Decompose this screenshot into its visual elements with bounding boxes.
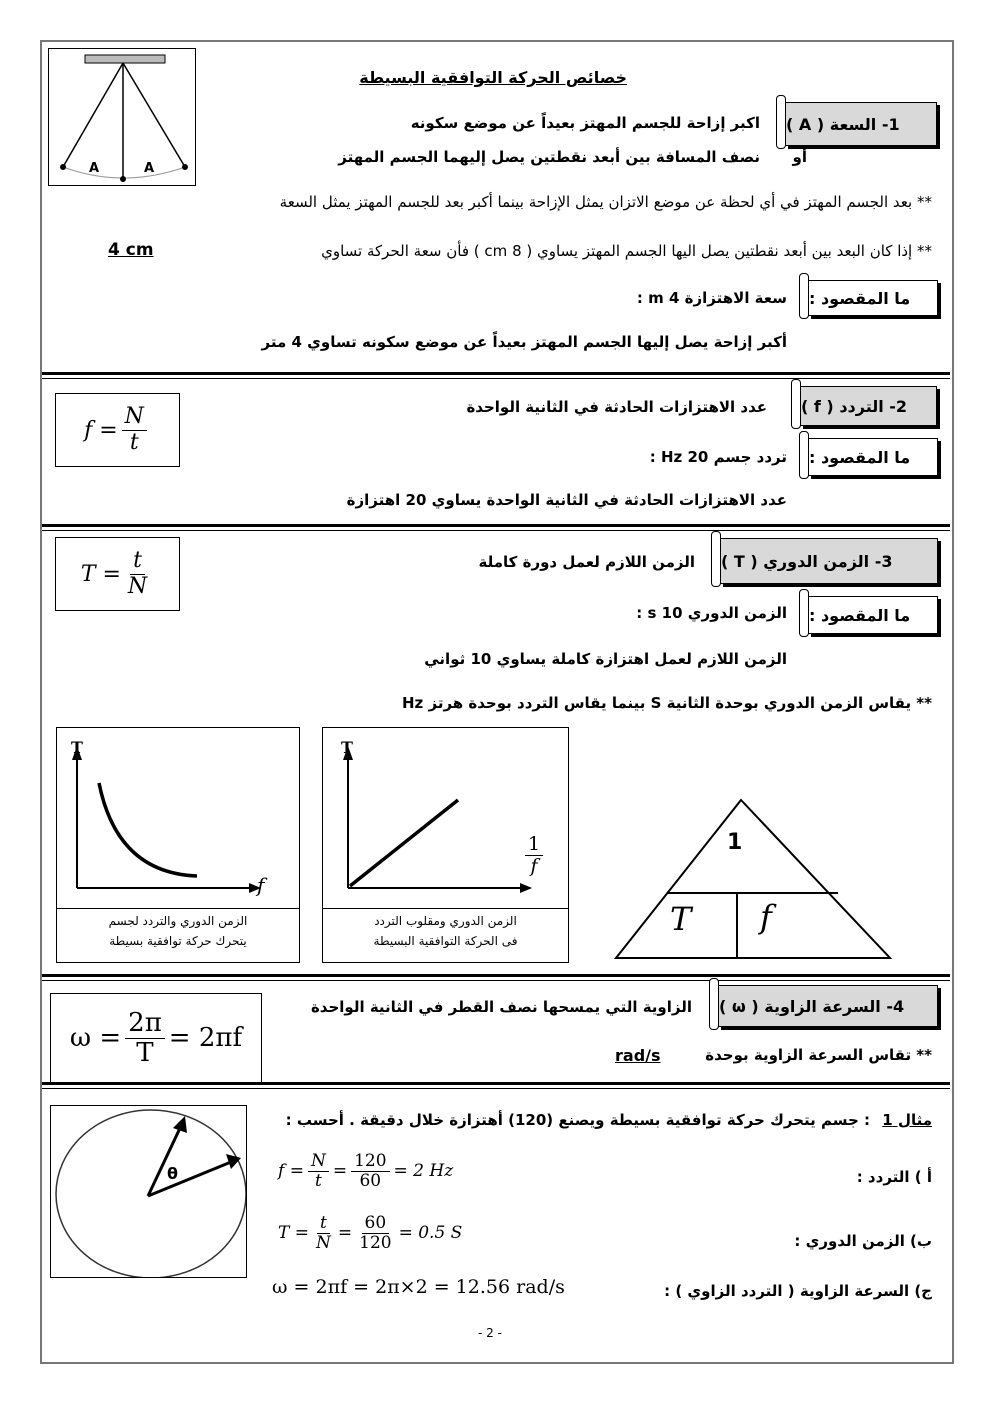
graph2-caption-2: فى الحركة التوافقية البسيطة	[373, 934, 518, 948]
rotation-circle	[51, 1106, 246, 1277]
period-formula-box	[55, 537, 180, 611]
amplitude-definition-2: نصف المسافة بين أبعد نقطتين يصل إليهما الجسم المهتز	[338, 148, 760, 166]
frequency-definition: عدد الاهتزازات الحادثة في الثانية الواحدة	[466, 398, 767, 416]
angular-velocity-definition: الزاوية التي يمسحها نصف القطر في الثانية الواحدة	[310, 998, 692, 1016]
eq-den: 60	[359, 1170, 382, 1191]
angular-velocity-unit-note: ** تقاس السرعة الزاوية بوحدة	[705, 1046, 932, 1064]
formula-lhs: T =	[80, 561, 121, 587]
formula-numerator: N	[122, 405, 147, 430]
formula-rhs: = 2πf	[168, 1023, 243, 1053]
page-number: - 2 -	[478, 1326, 502, 1340]
angular-velocity-label: 4- السرعة الزاوية ( ω )	[718, 985, 938, 1027]
rotation-diagram	[50, 1105, 247, 1278]
eq-num: 120	[351, 1152, 389, 1172]
section-divider	[42, 524, 950, 531]
graph1-x-label: f	[257, 873, 265, 897]
formula-denominator: t	[129, 429, 139, 455]
formula-numerator: t	[130, 549, 145, 574]
example-label: مثال 1	[882, 1111, 932, 1129]
graph-period-vs-inverse-frequency	[322, 727, 569, 963]
pendulum-icon	[49, 49, 195, 185]
part-b-equation: T = $\frac{t}{N}$ = $\frac{60}{120}$ = 0.5 S	[278, 1213, 463, 1253]
meaning-answer-3: الزمن اللازم لعمل اهتزازة كاملة يساوي 10 ثواني	[424, 650, 787, 668]
angular-velocity-unit: rad/s	[615, 1046, 661, 1065]
units-note: ** يقاس الزمن الدوري بوحدة الثانية S بينما يقاس التردد بوحدة هرتز Hz	[401, 694, 932, 712]
eq-lhs: f =	[278, 1161, 304, 1182]
formula-lhs: f =	[84, 417, 118, 443]
amplitude-label-left: A	[89, 161, 100, 176]
section-divider	[42, 1082, 950, 1089]
meaning-label-1: ما المقصود :	[808, 280, 938, 316]
example-text: : جسم يتحرك حركة توافقية بسيطة ويصنع (120) أهتزازة خلال دقيقة . أحسب :	[285, 1111, 870, 1129]
meaning-answer-2: عدد الاهتزازات الحادثة في الثانية الواحدة يساوي 20 اهتزازة	[346, 491, 787, 509]
page-title: خصائص الحركة التوافقية البسيطة	[359, 68, 627, 87]
frequency-label: 2- التردد ( f )	[800, 386, 937, 426]
eq-rhs: = 2 Hz	[393, 1161, 454, 1182]
meaning-label-2: ما المقصود :	[808, 438, 938, 476]
meaning-question-2: تردد جسم 20 Hz :	[649, 448, 787, 466]
section-divider	[42, 974, 950, 981]
formula-numerator: 2π	[125, 1009, 165, 1039]
part-a-equation: f = $\frac{N}{t}$ = $\frac{120}{60}$ = 2 Hz	[278, 1151, 454, 1191]
frequency-formula-box	[55, 393, 180, 467]
eq-den: t	[314, 1170, 322, 1191]
meaning-label-3: ما المقصود :	[808, 596, 938, 634]
amplitude-definition-1: اكبر إزاحة للجسم المهتز بعيداً عن موضع سكونه	[410, 114, 760, 132]
amplitude-example-note: ** إذا كان البعد بين أبعد نقطتين يصل اليها الجسم المهتز يساوي ( 8 cm ) فأن سعة الحركة تساوي	[321, 242, 932, 260]
triangle-right: f	[760, 898, 772, 936]
eq-rhs: = 0.5 S	[398, 1223, 463, 1244]
graph2-y-label: T	[341, 738, 353, 757]
graph2-x-numerator: 1	[525, 834, 543, 856]
amplitude-label-right: A	[144, 161, 155, 176]
pendulum-diagram	[48, 48, 196, 186]
meaning-question-3: الزمن الدوري 10 s :	[636, 604, 787, 622]
formula-lhs: ω =	[69, 1023, 122, 1053]
eq-den: 120	[359, 1232, 392, 1253]
graph1-caption-1: الزمن الدوري والتردد لجسم	[108, 914, 248, 928]
or-label: أو	[792, 148, 807, 166]
triangle-top: 1	[727, 830, 743, 855]
displacement-note: ** بعد الجسم المهتز في أي لحظة عن موضع الاتزان يمثل الإزاحة بينما أكبر بعد للجسم المهتز يمثل السعة	[279, 193, 932, 211]
theta-label: θ	[167, 1164, 178, 1183]
part-c-equation: ω = 2πf = 2π×2 = 12.56 rad/s	[272, 1276, 565, 1298]
part-c-label: ج) السرعة الزاوية ( التردد الزاوي ) :	[664, 1282, 932, 1300]
graph1-caption-2: يتحرك حركة توافقية بسيطة	[109, 934, 247, 948]
triangle-left: T	[670, 900, 692, 938]
graph-period-vs-frequency	[56, 727, 300, 963]
formula-denominator: N	[127, 573, 148, 599]
eq-lhs: T =	[278, 1223, 309, 1244]
meaning-question-1: سعة الاهتزازة 4 m :	[636, 289, 787, 307]
angular-velocity-formula-box	[50, 993, 262, 1083]
period-label: 3- الزمن الدوري ( T )	[720, 538, 938, 584]
period-definition: الزمن اللازم لعمل دورة كاملة	[478, 553, 695, 571]
formula-denominator: T	[136, 1037, 154, 1068]
eq-den: N	[316, 1232, 331, 1253]
meaning-answer-1: أكبر إزاحة يصل إليها الجسم المهتز بعيداً عن موضع سكونه تساوي 4 متر	[261, 333, 787, 351]
graph2-x-denominator: f	[530, 854, 538, 877]
eq-num: N	[308, 1152, 329, 1172]
section-divider	[42, 372, 950, 379]
formula-triangle	[612, 796, 894, 962]
eq-num: t	[317, 1214, 330, 1234]
eq-num: 60	[362, 1214, 390, 1234]
part-a-label: أ ) التردد :	[856, 1168, 932, 1186]
graph2-caption-1: الزمن الدوري ومقلوب التردد	[374, 914, 517, 928]
graph1-y-label: T	[71, 738, 83, 757]
amplitude-example-value: 4 cm	[108, 240, 154, 260]
amplitude-label: 1- السعة ( A )	[785, 102, 937, 146]
part-b-label: ب) الزمن الدوري :	[794, 1232, 932, 1250]
